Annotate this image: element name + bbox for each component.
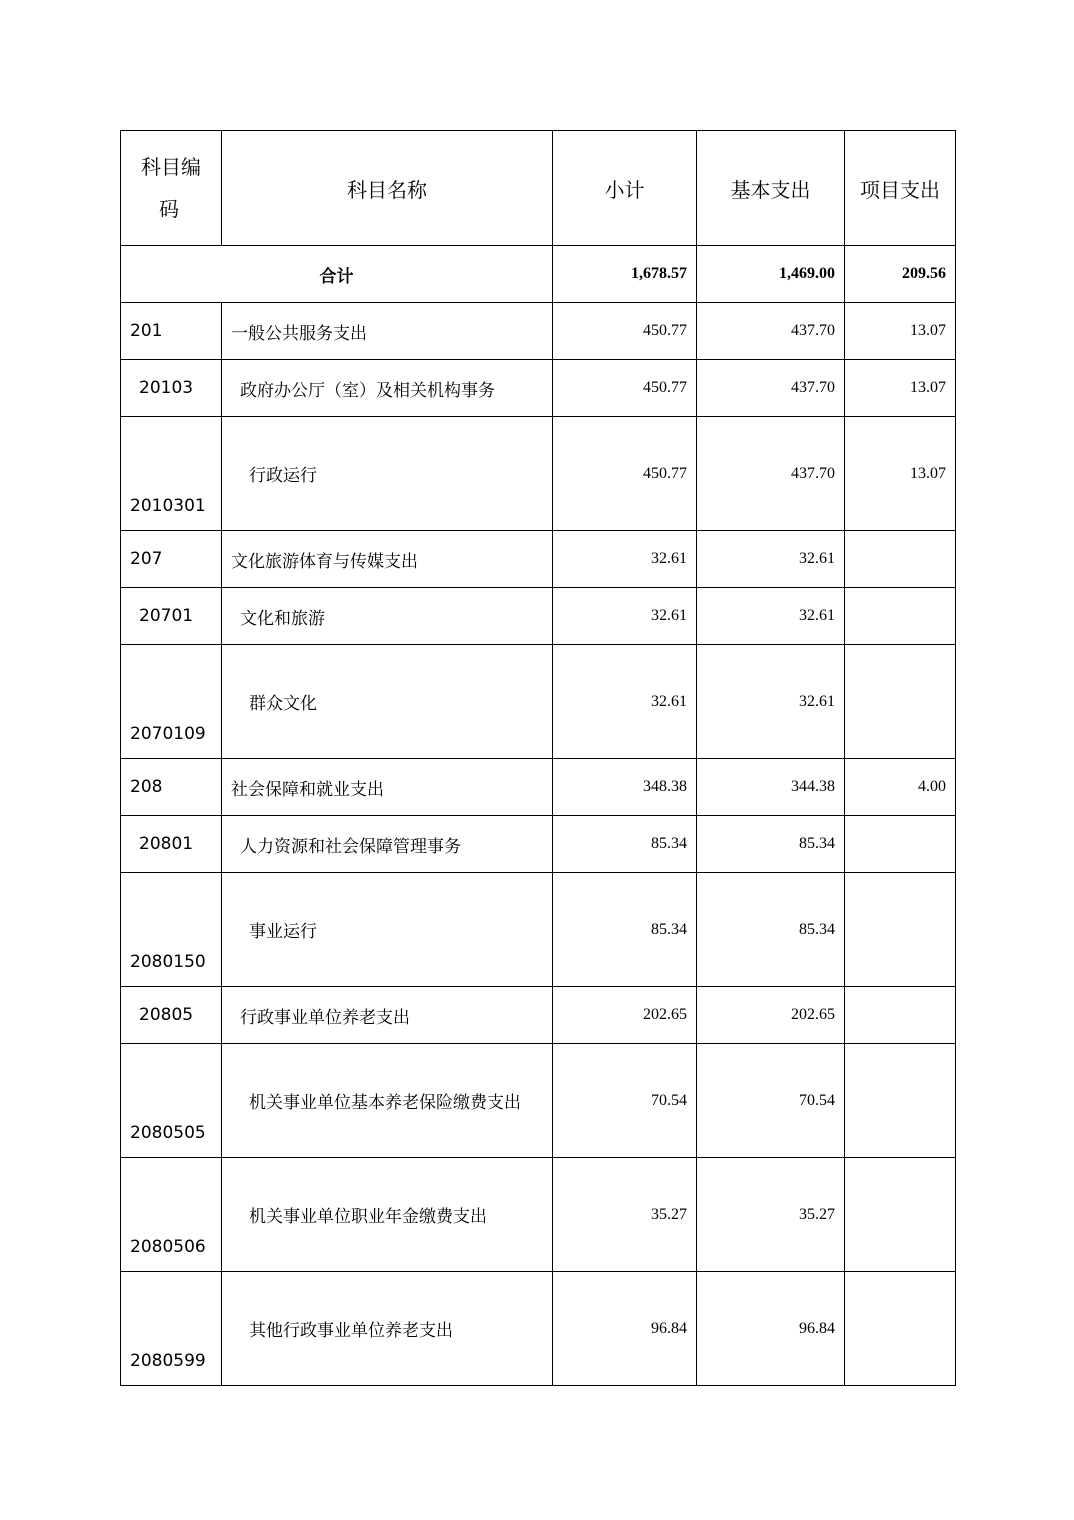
- row-basic: 437.70: [697, 417, 845, 531]
- table-row: [121, 1158, 956, 1272]
- header-row: [121, 131, 956, 246]
- row-subtotal: 85.34: [553, 873, 697, 987]
- table-row: [121, 1272, 956, 1386]
- row-code: 2080505: [121, 1044, 222, 1158]
- row-subtotal: 450.77: [553, 360, 697, 417]
- total-subtotal: 1,678.57: [553, 246, 697, 303]
- row-project: [845, 1044, 956, 1158]
- header-code-line2: 码: [159, 197, 179, 221]
- row-project: 4.00: [845, 759, 956, 816]
- row-basic: 85.34: [697, 873, 845, 987]
- table-row: [121, 1044, 956, 1158]
- row-basic: 32.61: [697, 531, 845, 588]
- row-project: [845, 645, 956, 759]
- row-project: 13.07: [845, 360, 956, 417]
- row-name: 行政事业单位养老支出: [222, 987, 553, 1044]
- row-code: 20103: [121, 360, 222, 417]
- row-name: 社会保障和就业支出: [222, 759, 553, 816]
- row-subtotal: 32.61: [553, 588, 697, 645]
- total-row: [121, 246, 956, 303]
- row-code: 2080506: [121, 1158, 222, 1272]
- row-code: 20801: [121, 816, 222, 873]
- row-subtotal: 32.61: [553, 645, 697, 759]
- row-subtotal: 32.61: [553, 531, 697, 588]
- row-name: 政府办公厅（室）及相关机构事务: [222, 360, 553, 417]
- row-basic: 437.70: [697, 360, 845, 417]
- row-basic: 35.27: [697, 1158, 845, 1272]
- row-project: [845, 987, 956, 1044]
- row-project: 13.07: [845, 303, 956, 360]
- table-row: [121, 816, 956, 873]
- header-code-line1: 科目编: [141, 155, 201, 179]
- row-subtotal: 96.84: [553, 1272, 697, 1386]
- table-row: [121, 759, 956, 816]
- table-row: [121, 588, 956, 645]
- header-subtotal: 小计: [553, 131, 697, 246]
- row-code: 2080599: [121, 1272, 222, 1386]
- header-name: 科目名称: [222, 131, 553, 246]
- header-basic: 基本支出: [697, 131, 845, 246]
- header-code: [121, 131, 222, 246]
- row-basic: 202.65: [697, 987, 845, 1044]
- row-name: 人力资源和社会保障管理事务: [222, 816, 553, 873]
- table-row: [121, 645, 956, 759]
- row-code: 2080150: [121, 873, 222, 987]
- row-basic: 344.38: [697, 759, 845, 816]
- row-basic: 85.34: [697, 816, 845, 873]
- row-subtotal: 348.38: [553, 759, 697, 816]
- row-code: 207: [121, 531, 222, 588]
- row-name: 其他行政事业单位养老支出: [222, 1272, 553, 1386]
- table-row: [121, 531, 956, 588]
- row-subtotal: 85.34: [553, 816, 697, 873]
- row-name: 事业运行: [222, 873, 553, 987]
- row-code: 20701: [121, 588, 222, 645]
- row-subtotal: 70.54: [553, 1044, 697, 1158]
- row-subtotal: 202.65: [553, 987, 697, 1044]
- row-basic: 32.61: [697, 645, 845, 759]
- table-row: [121, 873, 956, 987]
- row-project: [845, 1158, 956, 1272]
- row-code: 201: [121, 303, 222, 360]
- header-project: 项目支出: [845, 131, 956, 246]
- row-code: 2070109: [121, 645, 222, 759]
- row-name: 机关事业单位职业年金缴费支出: [222, 1158, 553, 1272]
- table-row: [121, 417, 956, 531]
- row-basic: 96.84: [697, 1272, 845, 1386]
- row-subtotal: 35.27: [553, 1158, 697, 1272]
- total-basic: 1,469.00: [697, 246, 845, 303]
- row-project: [845, 588, 956, 645]
- row-basic: 437.70: [697, 303, 845, 360]
- row-basic: 32.61: [697, 588, 845, 645]
- table-row: [121, 303, 956, 360]
- row-project: [845, 1272, 956, 1386]
- row-name: 文化和旅游: [222, 588, 553, 645]
- row-name: 机关事业单位基本养老保险缴费支出: [222, 1044, 553, 1158]
- row-subtotal: 450.77: [553, 303, 697, 360]
- row-project: [845, 816, 956, 873]
- row-code: 208: [121, 759, 222, 816]
- row-code: 2010301: [121, 417, 222, 531]
- total-label: 合计: [121, 246, 553, 303]
- row-name: 一般公共服务支出: [222, 303, 553, 360]
- table-row: [121, 360, 956, 417]
- row-project: 13.07: [845, 417, 956, 531]
- total-project: 209.56: [845, 246, 956, 303]
- expenditure-table: [120, 130, 956, 1386]
- row-project: [845, 873, 956, 987]
- row-name: 文化旅游体育与传媒支出: [222, 531, 553, 588]
- row-basic: 70.54: [697, 1044, 845, 1158]
- row-name: 行政运行: [222, 417, 553, 531]
- row-project: [845, 531, 956, 588]
- table-row: [121, 987, 956, 1044]
- row-name: 群众文化: [222, 645, 553, 759]
- row-code: 20805: [121, 987, 222, 1044]
- row-subtotal: 450.77: [553, 417, 697, 531]
